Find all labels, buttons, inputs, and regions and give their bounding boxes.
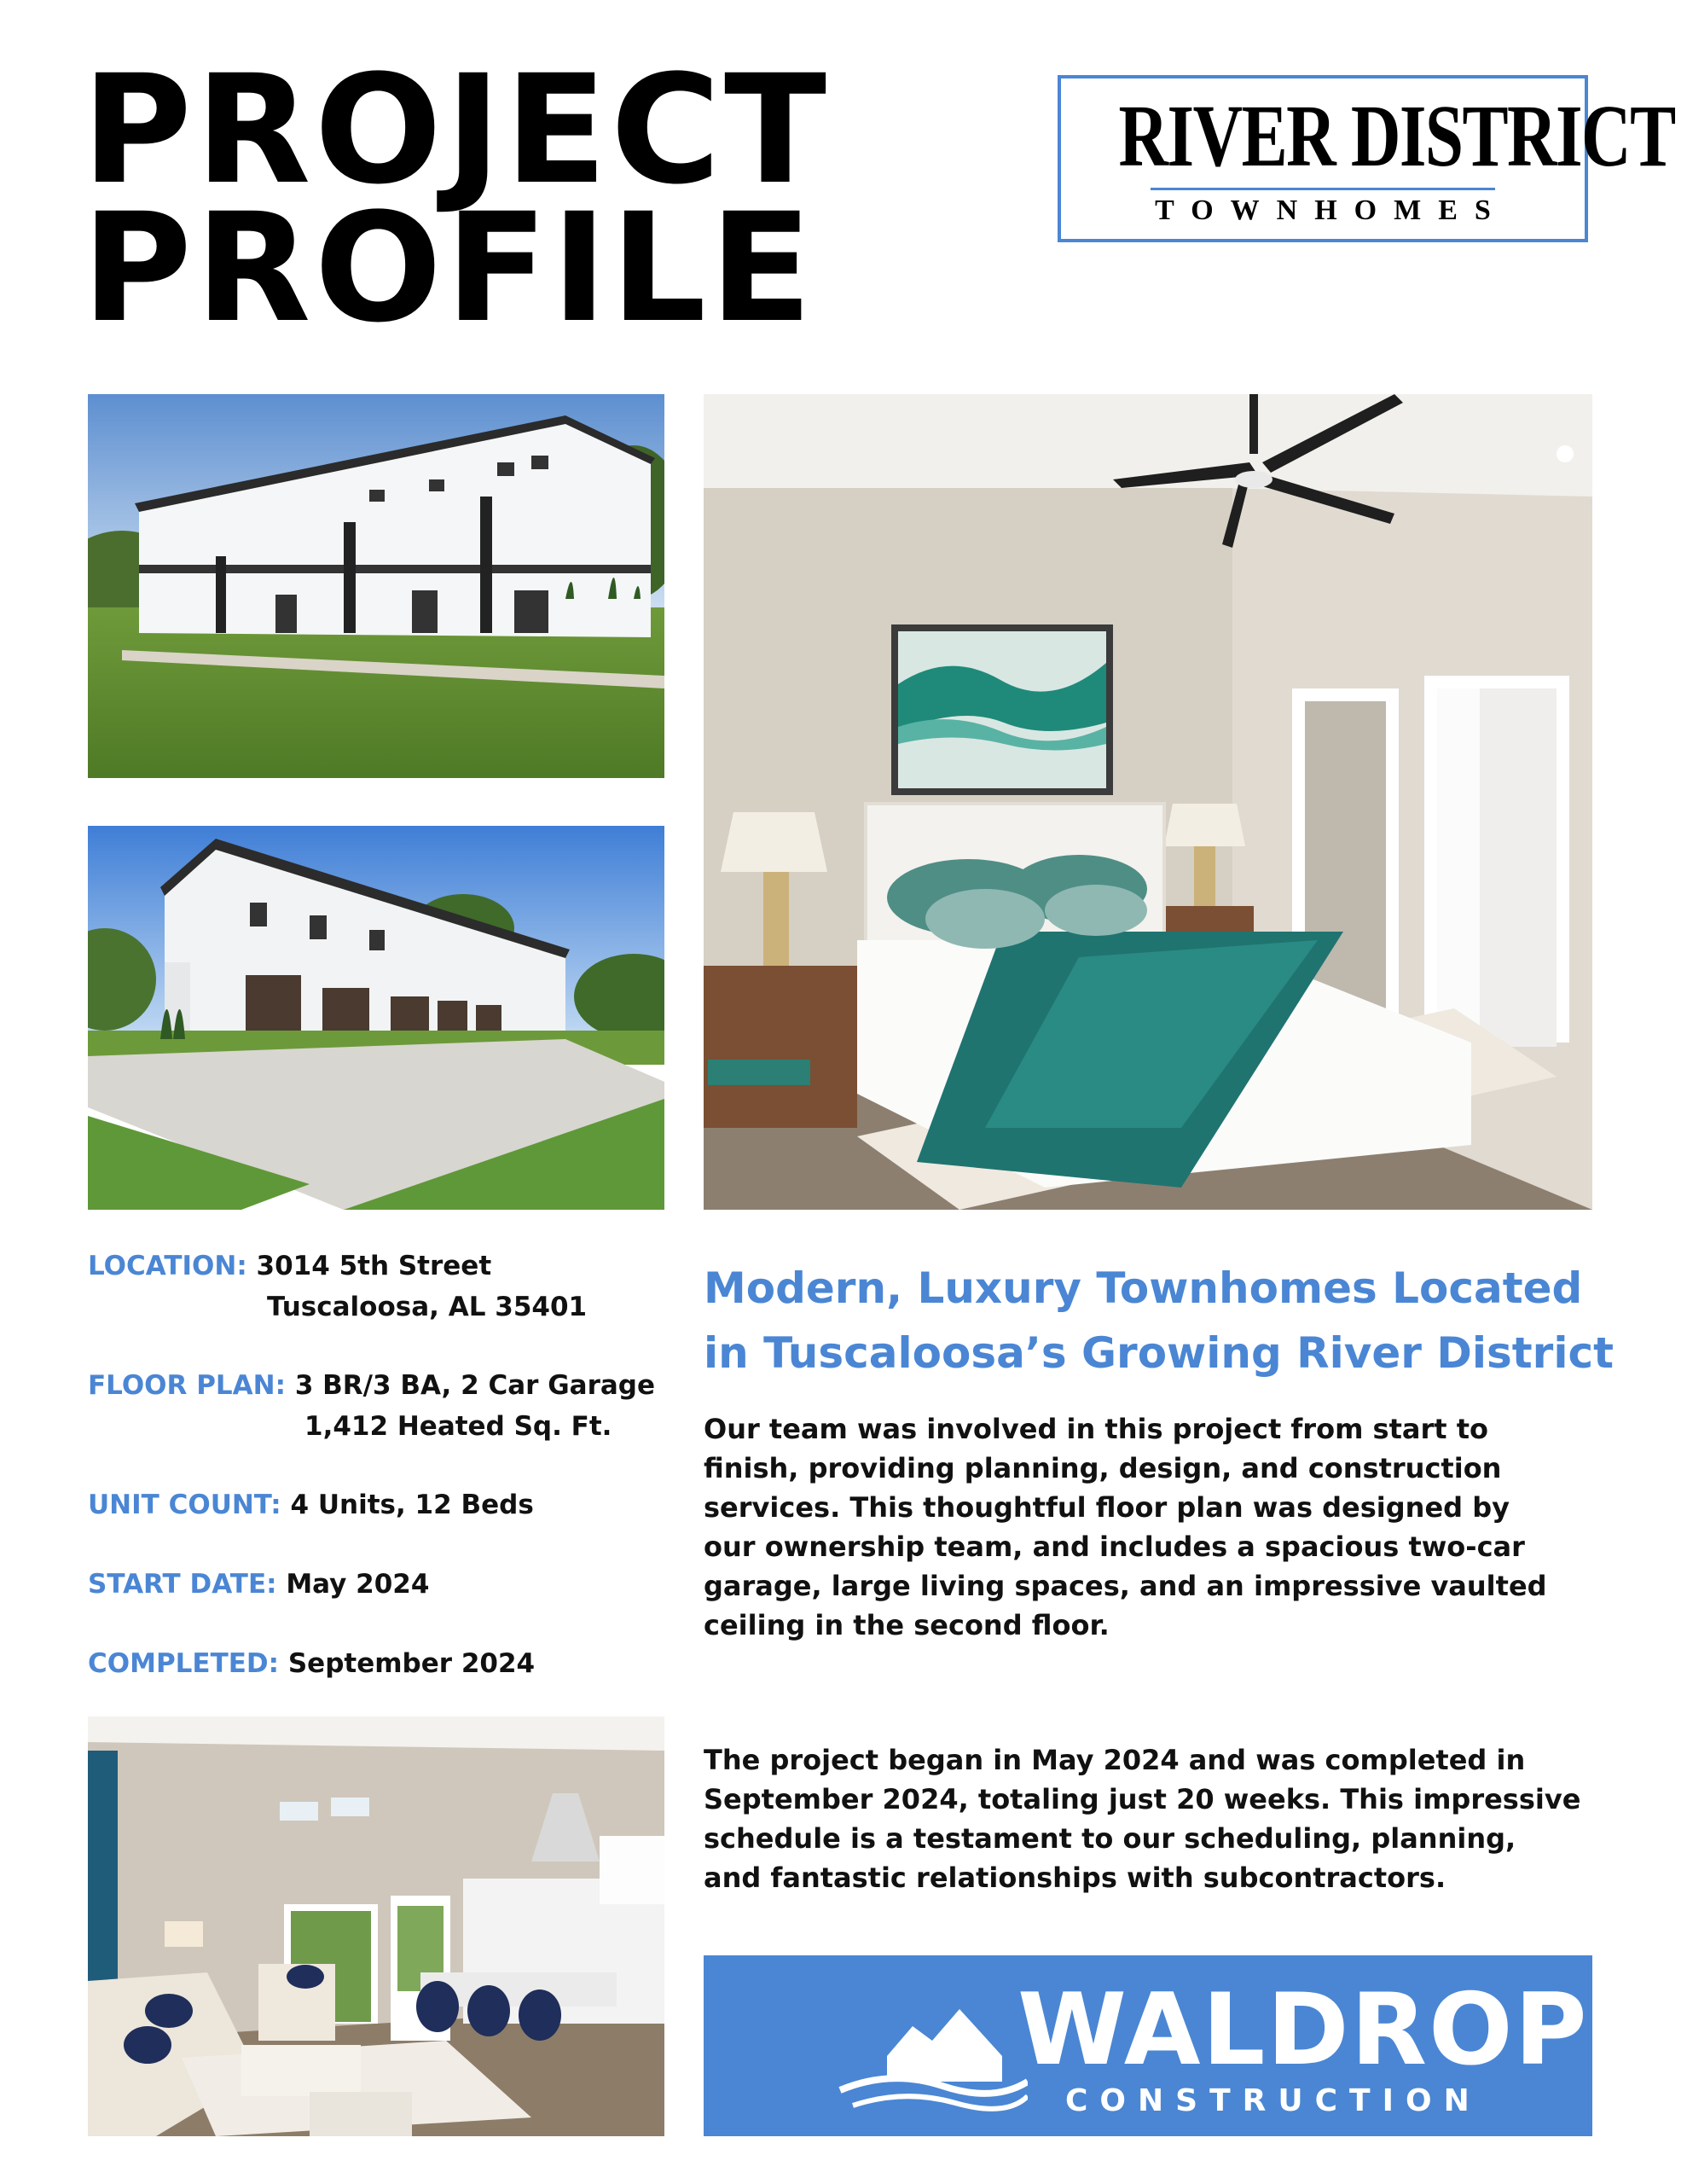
fact-completed-label: COMPLETED: (88, 1648, 280, 1679)
fact-completed-value: September 2024 (287, 1648, 536, 1679)
headline-line-1: Modern, Luxury Townhomes Located (704, 1263, 1583, 1313)
paragraph-line: finish, providing planning, design, and construction (704, 1452, 1502, 1484)
banner-brand: WALDROP (1017, 1972, 1589, 2088)
townhome-garage-photo (88, 826, 664, 1210)
fact-start-date-value: May 2024 (286, 1569, 430, 1600)
townhome-front-photo (88, 394, 664, 778)
bedroom-photo (704, 394, 1592, 1210)
paragraph-line: ceiling in the second floor. (704, 1609, 1110, 1641)
fact-start-date-label: START DATE: (88, 1569, 277, 1600)
waldrop-construction-banner (704, 1955, 1592, 2136)
paragraph-line: Our team was involved in this project from start to (704, 1413, 1488, 1445)
headline-line-2: in Tuscaloosa’s Growing River District (704, 1328, 1615, 1378)
description-paragraph-2 (704, 1740, 1616, 1897)
fact-location (88, 1246, 587, 1327)
paragraph-line: schedule is a testament to our scheduling, planning, (704, 1822, 1516, 1855)
fact-unit-count-value: 4 Units, 12 Beds (290, 1490, 534, 1520)
living-room-photo (88, 1716, 664, 2136)
paragraph-line: our ownership team, and includes a spacious two-car (704, 1531, 1525, 1563)
banner-brand-sub: CONSTRUCTION (1065, 2083, 1481, 2118)
logo-main-text: RIVER DISTRICT (1118, 87, 1675, 185)
paragraph-line: and fantastic relationships with subcontractors. (704, 1862, 1446, 1894)
logo-sub-text: TOWNHOMES (1155, 195, 1508, 226)
fact-location-line2: Tuscaloosa, AL 35401 (267, 1292, 588, 1322)
paragraph-line: garage, large living spaces, and an impressive vaulted (704, 1570, 1547, 1602)
description-paragraph-1 (704, 1409, 1616, 1645)
fact-unit-count (88, 1484, 534, 1525)
fact-floor-plan-label: FLOOR PLAN: (88, 1370, 287, 1401)
fact-floor-plan-line2: 1,412 Heated Sq. Ft. (304, 1411, 612, 1442)
logo-divider (1151, 188, 1495, 190)
title-line-1: PROJECT (82, 43, 831, 218)
house-wave-icon (832, 1979, 1028, 2116)
fact-location-label: LOCATION: (88, 1251, 247, 1281)
page-title (82, 43, 832, 356)
fact-location-line1: 3014 5th Street (256, 1251, 492, 1281)
river-district-logo (1058, 75, 1675, 242)
paragraph-line: The project began in May 2024 and was completed in (704, 1744, 1526, 1776)
fact-start-date (88, 1564, 429, 1605)
paragraph-line: services. This thoughtful floor plan was designed by (704, 1491, 1510, 1524)
fact-unit-count-label: UNIT COUNT: (88, 1490, 281, 1520)
project-headline (704, 1256, 1615, 1385)
fact-floor-plan-line1: 3 BR/3 BA, 2 Car Garage (294, 1370, 656, 1401)
title-line-2: PROFILE (82, 181, 816, 356)
paragraph-line: September 2024, totaling just 20 weeks. This impressive (704, 1783, 1581, 1815)
fact-completed (88, 1643, 535, 1684)
fact-floor-plan (88, 1365, 655, 1447)
